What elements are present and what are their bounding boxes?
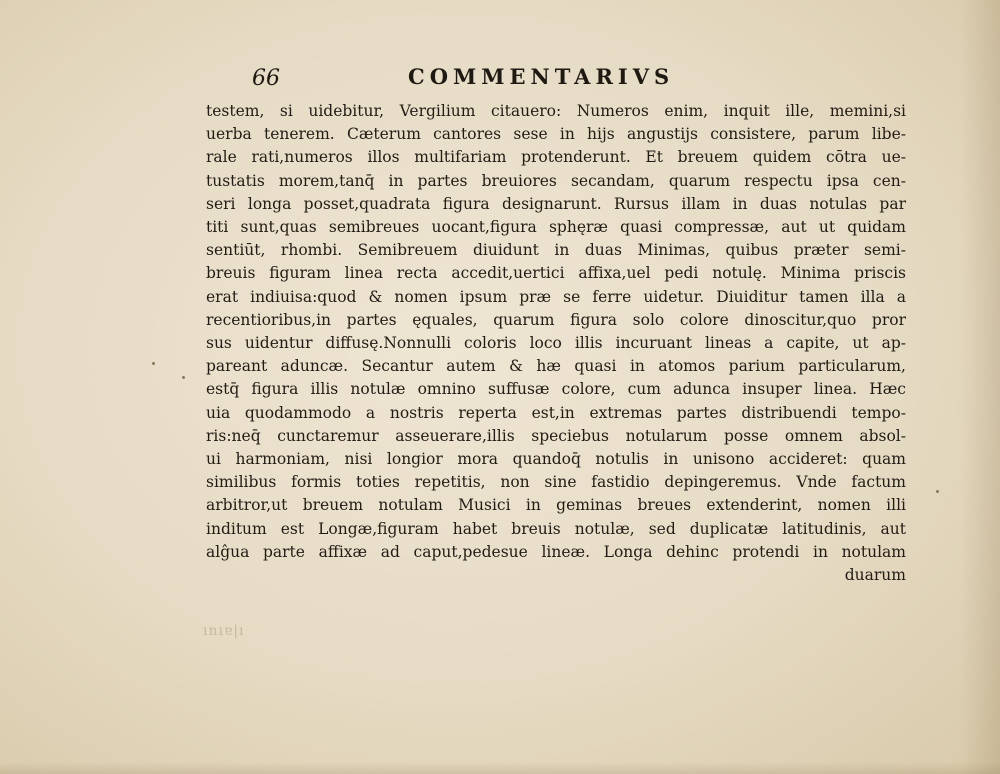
page-number: 66 [252, 66, 280, 91]
text-line: estq̄ figura illis notulæ omnino suffusæ colore, cum adunca insuper linea. Hæc [206, 380, 906, 399]
page-edge-shadow [960, 0, 1000, 774]
text-line: erat indiuisa:quod & nomen ipsum præ se ferre uidetur. Diuiditur tamen illa a [206, 287, 906, 306]
text-line: inditum est Longæ,figuram habet breuis notulæ, sed duplicatæ latitudinis, aut [206, 519, 906, 538]
text-line: sentiūt, rhombi. Semibreuem diuidunt in duas Minimas, quibus præter semi- [206, 241, 906, 260]
body-text [206, 100, 906, 587]
text-line: tustatis morem,tanq̄ in partes breuiores secandam, quarum respectu ipsa cen- [206, 171, 906, 190]
text-line: ris:neq̄ cunctaremur asseuerare,illis speciebus notularum posse omnem absol- [206, 426, 906, 445]
text-line: titi sunt,quas semibreues uocant,figura sphęræ quasi compressæ, aut ut quidam [206, 218, 906, 237]
catchword: duarum [844, 566, 906, 585]
page-header [0, 60, 1000, 94]
ink-speck [182, 376, 185, 379]
running-head: COMMENTARIVS [408, 64, 675, 89]
text-line: alĝua parte affixæ ad caput,pedesue lineæ. Longa dehinc protendi in notulam [206, 542, 906, 561]
text-line: uia quodammodo a nostris reperta est,in extremas partes distribuendi tempo- [206, 403, 906, 422]
text-line: seri longa posset,quadrata figura designarunt. Rursus illam in duas notulas par [206, 194, 906, 213]
show-through-mark: ınıɐ|ı [203, 623, 245, 639]
text-line: recentioribus,in partes ęquales, quarum figura solo colore dinoscitur,quo pror [206, 310, 906, 329]
ink-speck [152, 362, 155, 365]
text-line: breuis figuram linea recta accedit,uertici affixa,uel pedi notulę. Minima priscis [206, 264, 906, 283]
text-line: sus uidentur diffusę.Nonnulli coloris loco illis incuruant lineas a capite, ut ap- [206, 334, 906, 353]
text-line: testem, si uidebitur, Vergilium citauero: Numeros enim, inquit ille, memini,si [206, 102, 906, 120]
page-bottom-edge [0, 762, 1000, 774]
ink-speck [936, 490, 939, 493]
text-line: similibus formis toties repetitis, non sine fastidio depingeremus. Vnde factum [206, 473, 906, 492]
text-line: pareant aduncæ. Secantur autem & hæ quasi in atomos parium particularum, [206, 357, 906, 376]
text-line: ui harmoniam, nisi longior mora quandoq̄ notulis in unisono accideret: quam [206, 450, 906, 469]
text-line: uerba tenerem. Cæterum cantores sese in hijs angustijs consistere, parum libe- [206, 125, 906, 144]
text-line: arbitror,ut breuem notulam Musici in geminas breues extenderint, nomen illi [206, 496, 906, 515]
text-line: rale rati,numeros illos multifariam protenderunt. Et breuem quidem cōtra ue- [206, 148, 906, 167]
